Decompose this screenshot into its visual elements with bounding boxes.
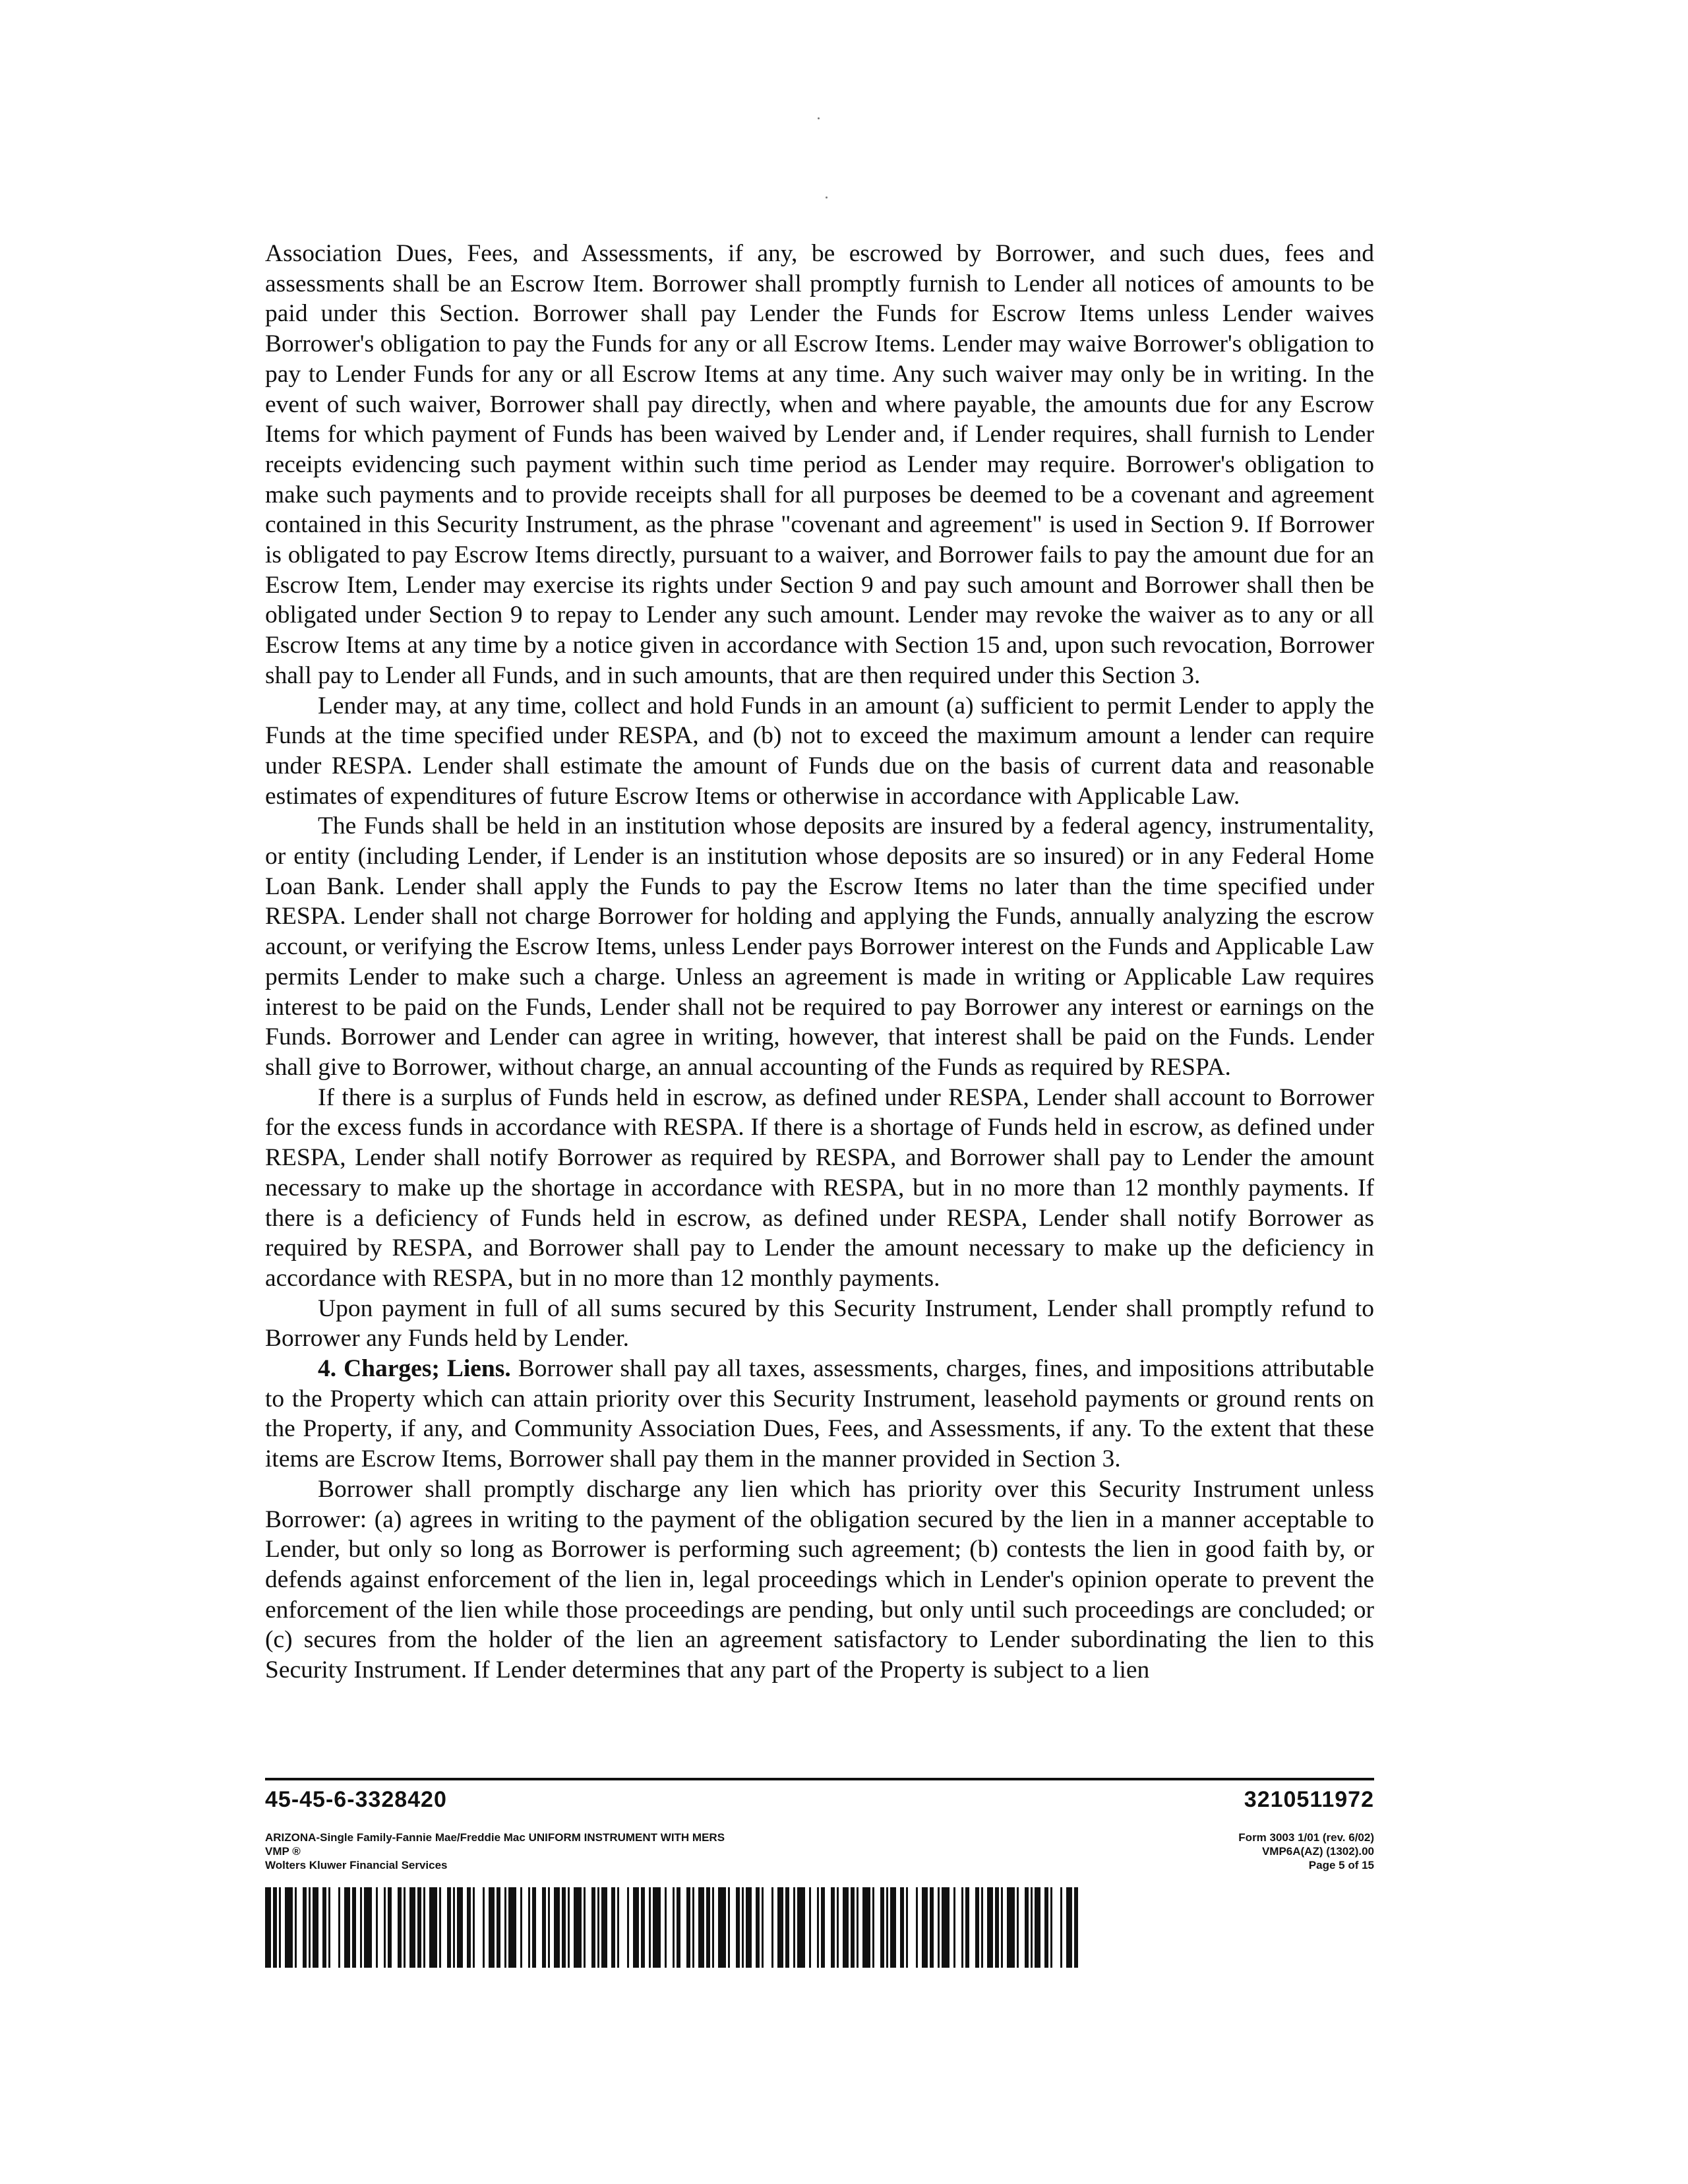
- form-number: Form 3003 1/01 (rev. 6/02): [1238, 1831, 1374, 1844]
- section-text-charges-liens: Borrower shall pay all taxes, assessments, charges, fines, and impositions attributable to the Property which can attain priority over this Security Instrument, leasehold payments or ground rents on the Property, if any, and Community Association Dues, Fees, and Assessments, if any. To the extent that these items are Escrow Items, Borrower shall pay them in the manner provided in Section 3.: [265, 1355, 1374, 1473]
- paragraph-funds-held: The Funds shall be held in an institution whose deposits are insured by a federal agency, instrumentality, or entity (including Lender, if Lender is an institution whose deposits are so insured) or in any Federal Home Loan Bank. Lender shall apply the Funds to pay the Escrow Items no later than the time specified under RESPA. Lender shall not charge Borrower for holding and applying the Funds, annually analyzing the escrow account, or verifying the Escrow Items, unless Lender pays Borrower interest on the Funds and Applicable Law permits Lender to make such a charge. Unless an agreement is made in writing or Applicable Law requires interest to be paid on the Funds, Lender shall not be required to pay Borrower any interest or earnings on the Funds. Borrower and Lender can agree in writing, however, that interest shall be paid on the Funds. Lender shall give to Borrower, without charge, an annual accounting of the Funds as required by RESPA.: [265, 812, 1374, 1081]
- form-title: ARIZONA-Single Family-Fannie Mae/Freddie Mac UNIFORM INSTRUMENT WITH MERS: [265, 1831, 725, 1844]
- scan-speck: [826, 197, 828, 198]
- paragraph-refund: Upon payment in full of all sums secured by this Security Instrument, Lender shall promptly refund to Borrower any Funds held by Lender.: [265, 1294, 1374, 1352]
- paragraph-escrow-waiver: Association Dues, Fees, and Assessments, if any, be escrowed by Borrower, and such dues, fees and assessments shall be an Escrow Item. Borrower shall promptly furnish to Lender all notices of amounts to be paid under this Section. Borrower shall pay Lender the Funds for Escrow Items unless Lender waives Borrower's obligation to pay the Funds for any or all Escrow Items. Lender may waive Borrower's obligation to pay to Lender Funds for any or all Escrow Items at any time. Any such waiver may only be in writing. In the event of such waiver, Borrower shall pay directly, when and where payable, the amounts due for any Escrow Items for which payment of Funds has been waived by Lender and, if Lender requires, shall furnish to Lender receipts evidencing such payment within such time period as Lender may require. Borrower's obligation to make such payments and to provide receipts shall for all purposes be deemed to be a covenant and agreement contained in this Security Instrument, as the phrase "covenant and agreement" is used in Section 9. If Borrower is obligated to pay Escrow Items directly, pursuant to a waiver, and Borrower fails to pay the amount due for an Escrow Item, Lender may exercise its rights under Section 9 and pay such amount and Borrower shall then be obligated under Section 9 to repay to Lender any such amount. Lender may revoke the waiver as to any or all Escrow Items at any time by a notice given in accordance with Section 15 and, upon such revocation, Borrower shall pay to Lender all Funds, and in such amounts, that are then required under this Section 3.: [265, 240, 1374, 689]
- document-body: [265, 239, 1374, 1685]
- form-identifiers: [1238, 1831, 1374, 1872]
- barcode: [265, 1887, 1080, 1968]
- publisher-name: Wolters Kluwer Financial Services: [265, 1859, 448, 1871]
- form-code: VMP6A(AZ) (1302).00: [1261, 1845, 1374, 1858]
- document-number: 3210511972: [1244, 1787, 1374, 1812]
- vmp-mark: VMP ®: [265, 1845, 301, 1858]
- footer-divider: [265, 1778, 1374, 1780]
- page-number: Page 5 of 15: [1308, 1859, 1374, 1871]
- section-heading-charges-liens: 4. Charges; Liens.: [318, 1355, 511, 1383]
- scan-speck: [818, 117, 820, 119]
- loan-number: 45-45-6-3328420: [265, 1787, 447, 1812]
- paragraph-collect-funds: Lender may, at any time, collect and hold Funds in an amount (a) sufficient to permit Lender to apply the Funds at the time specified under RESPA, and (b) not to exceed the maximum amount a lender can require under RESPA. Lender shall estimate the amount of Funds due on the basis of current data and reasonable estimates of expenditures of future Escrow Items or otherwise in accordance with Applicable Law.: [265, 692, 1374, 810]
- barcode-graphic: [265, 1887, 1080, 1968]
- paragraph-discharge-lien: Borrower shall promptly discharge any lien which has priority over this Security Instrument unless Borrower: (a) agrees in writing to the payment of the obligation secured by the lien in a manner acceptable to Lender, but only so long as Borrower is performing such agreement; (b) contests the lien in good faith by, or defends against enforcement of the lien in, legal proceedings which in Lender's opinion operate to prevent the enforcement of the lien while those proceedings are pending, but only until such proceedings are concluded; or (c) secures from the holder of the lien an agreement satisfactory to Lender subordinating the lien to this Security Instrument. If Lender determines that any part of the Property is subject to a lien: [265, 1475, 1374, 1684]
- form-description: [265, 1831, 725, 1872]
- paragraph-surplus-shortage: If there is a surplus of Funds held in escrow, as defined under RESPA, Lender shall account to Borrower for the excess funds in accordance with RESPA. If there is a shortage of Funds held in escrow, as defined under RESPA, Lender shall notify Borrower as required by RESPA, and Borrower shall pay to Lender the amount necessary to make up the shortage in accordance with RESPA, but in no more than 12 monthly payments. If there is a deficiency of Funds held in escrow, as defined under RESPA, Lender shall notify Borrower as required by RESPA, and Borrower shall pay to Lender the amount necessary to make up the deficiency in accordance with RESPA, but in no more than 12 monthly payments.: [265, 1083, 1374, 1292]
- paragraph-charges-liens: [265, 1354, 1374, 1474]
